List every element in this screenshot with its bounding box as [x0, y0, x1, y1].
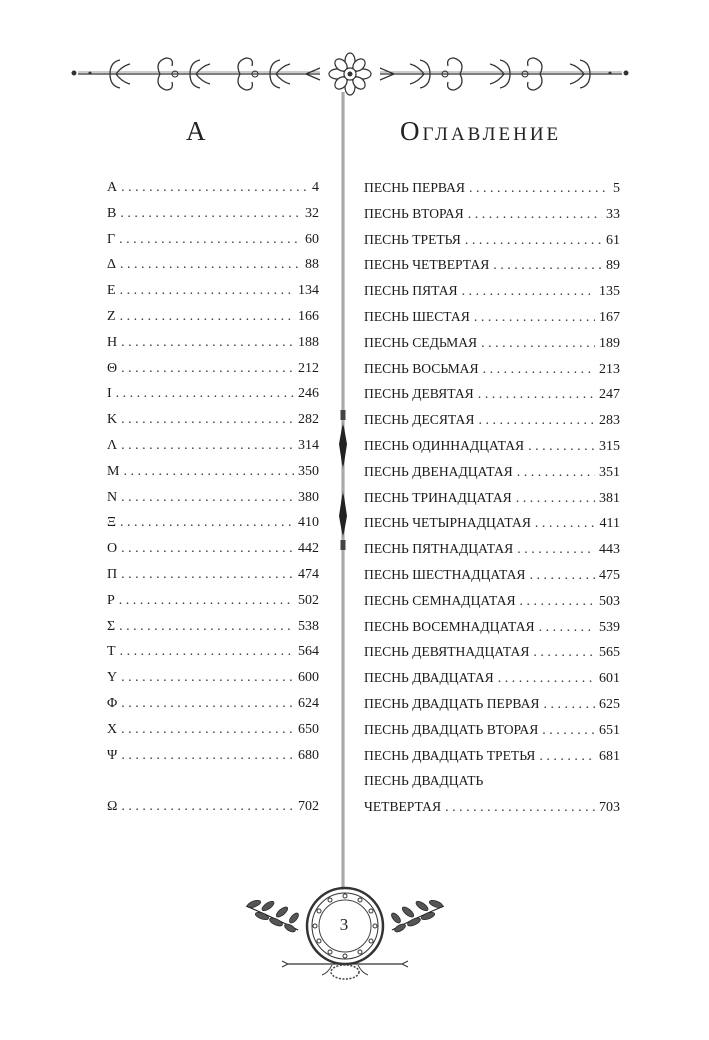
- toc-entry: [364, 485, 620, 511]
- toc-entry: [364, 794, 620, 820]
- toc-entry-label: ПЕСНЬ ПЯТНАДЦАТАЯ: [364, 541, 514, 557]
- dot-leader: [120, 252, 301, 278]
- toc-entry: [364, 562, 620, 588]
- toc-entry-label: Ξ: [107, 515, 117, 531]
- dot-leader: [468, 202, 602, 228]
- toc-entry-page: 443: [599, 542, 620, 558]
- spear-divider-icon: [338, 92, 348, 912]
- toc-entry-page: 410: [298, 515, 319, 531]
- toc-entry-label: ПЕСНЬ ДЕСЯТАЯ: [364, 412, 475, 428]
- toc-entry-label: ПЕСНЬ ШЕСТНАДЦАТАЯ: [364, 566, 526, 582]
- toc-entry-page: 167: [599, 309, 620, 325]
- dot-leader: [517, 460, 595, 486]
- dot-leader: [121, 665, 294, 691]
- dot-leader: [120, 639, 294, 665]
- toc-entry-label: ЧЕТВЕРТАЯ: [364, 799, 442, 815]
- toc-entry-page: 650: [298, 721, 319, 737]
- left-column-heading: А: [186, 116, 209, 146]
- dot-leader: [116, 381, 294, 407]
- toc-entry-page: 502: [298, 592, 319, 608]
- dot-leader: [121, 536, 294, 562]
- dot-leader: [123, 459, 294, 485]
- dot-leader: [121, 794, 294, 820]
- dot-leader: [121, 691, 294, 717]
- toc-entry-label: Θ: [107, 360, 118, 376]
- song-contents-list: [364, 175, 620, 820]
- toc-entry: [364, 381, 620, 407]
- toc-entry: [107, 614, 319, 640]
- toc-entry-page: 135: [599, 284, 620, 300]
- toc-entry: [107, 201, 319, 227]
- toc-entry-page: 601: [599, 671, 620, 687]
- dot-leader: [528, 434, 595, 460]
- toc-entry-label: ПЕСНЬ СЕДЬМАЯ: [364, 334, 478, 350]
- toc-entry: [364, 278, 620, 304]
- dot-leader: [121, 407, 294, 433]
- dot-leader: [478, 382, 595, 408]
- toc-entry: [107, 304, 319, 330]
- toc-entry: [107, 717, 319, 743]
- dot-leader: [542, 718, 595, 744]
- toc-entry-page: 61: [606, 232, 620, 248]
- toc-entry: [364, 639, 620, 665]
- toc-entry-page: 32: [305, 205, 319, 221]
- toc-entry-page: 539: [599, 619, 620, 635]
- toc-entry-label: ПЕСНЬ ДВАДЦАТЬ: [364, 773, 484, 789]
- toc-entry-label: ПЕСНЬ ШЕСТАЯ: [364, 308, 470, 324]
- dot-leader: [121, 330, 294, 356]
- toc-entry-page: 314: [298, 437, 319, 453]
- toc-entry: [107, 485, 319, 511]
- toc-entry: [364, 717, 620, 743]
- toc-entry-page: 624: [298, 695, 319, 711]
- dot-leader: [498, 666, 595, 692]
- toc-entry: [107, 252, 319, 278]
- toc-entry: [107, 691, 319, 717]
- toc-entry: [107, 175, 319, 201]
- toc-entry: [107, 407, 319, 433]
- toc-entry-page: 475: [599, 567, 620, 583]
- toc-entry: [364, 665, 620, 691]
- toc-entry: [364, 433, 620, 459]
- toc-entry: [107, 510, 319, 536]
- toc-entry: [364, 459, 620, 485]
- toc-entry-label: Ο: [107, 541, 118, 557]
- toc-entry-label: ПЕСНЬ ТРИНАДЦАТАЯ: [364, 489, 512, 505]
- dot-leader: [119, 614, 294, 640]
- dot-leader: [481, 331, 595, 357]
- toc-entry: [364, 407, 620, 433]
- toc-entry: [364, 536, 620, 562]
- toc-entry-page: 4: [312, 180, 319, 195]
- toc-entry-page: 247: [599, 387, 620, 403]
- toc-entry-label: ПЕСНЬ ДЕВЯТАЯ: [364, 386, 474, 402]
- dot-leader: [517, 537, 595, 563]
- toc-entry-page: 600: [298, 670, 319, 686]
- toc-entry: [107, 330, 319, 356]
- toc-entry: [364, 330, 620, 356]
- toc-spacer: [107, 768, 319, 794]
- dot-leader: [119, 588, 294, 614]
- toc-entry-page: 283: [599, 413, 620, 429]
- dot-leader: [120, 201, 301, 227]
- toc-entry: [364, 588, 620, 614]
- toc-entry-label: Φ: [107, 695, 118, 711]
- toc-entry: [107, 459, 319, 485]
- toc-entry-label: Ν: [107, 489, 118, 505]
- toc-entry: [107, 278, 319, 304]
- dot-leader: [539, 615, 595, 641]
- toc-entry-label: Κ: [107, 412, 118, 428]
- toc-entry-label: ПЕСНЬ ТРЕТЬЯ: [364, 231, 461, 247]
- toc-entry-label: Σ: [107, 618, 116, 634]
- toc-entry: [364, 304, 620, 330]
- toc-entry-page: 625: [599, 696, 620, 712]
- dot-leader: [121, 743, 294, 769]
- dot-leader: [120, 510, 294, 536]
- toc-entry-page: 60: [305, 231, 319, 247]
- dot-leader: [119, 227, 301, 253]
- dot-leader: [121, 356, 294, 382]
- toc-entry-label: ПЕСНЬ ДЕВЯТНАДЦАТАЯ: [364, 644, 530, 660]
- toc-entry-label: Η: [107, 334, 118, 350]
- toc-entry: [364, 227, 620, 253]
- page-number: 3: [339, 915, 349, 934]
- toc-entry: [107, 639, 319, 665]
- toc-entry-page: 381: [599, 490, 620, 506]
- toc-entry-page: 681: [599, 748, 620, 764]
- toc-entry-page: 680: [298, 747, 319, 763]
- table-of-contents-heading: Оглавление: [400, 116, 562, 146]
- toc-entry-label: ПЕСНЬ ВОСЕМНАДЦАТАЯ: [364, 618, 535, 634]
- toc-entry-page: 213: [599, 361, 620, 377]
- toc-entry: [107, 665, 319, 691]
- dot-leader: [120, 304, 294, 330]
- dot-leader: [465, 228, 602, 254]
- toc-entry-page: 442: [298, 541, 319, 557]
- toc-entry-label: Ω: [107, 799, 118, 815]
- toc-entry-label: Ι: [107, 386, 112, 402]
- dot-leader: [121, 433, 294, 459]
- toc-entry: [107, 536, 319, 562]
- toc-entry-label: Π: [107, 566, 118, 582]
- toc-entry-page: 350: [298, 463, 319, 479]
- dot-leader: [520, 589, 595, 615]
- toc-entry: [364, 201, 620, 227]
- toc-entry: [364, 691, 620, 717]
- dot-leader: [121, 717, 294, 743]
- dot-leader: [469, 176, 609, 202]
- toc-entry-page: 189: [599, 335, 620, 351]
- toc-entry-page: 538: [298, 618, 319, 634]
- dot-leader: [535, 511, 596, 537]
- toc-entry-label: ПЕСНЬ ДВЕНАДЦАТАЯ: [364, 463, 513, 479]
- toc-entry-label: ПЕСНЬ ДВАДЦАТЬ ВТОРАЯ: [364, 721, 539, 737]
- toc-entry: [107, 356, 319, 382]
- toc-entry-label: Δ: [107, 257, 117, 273]
- toc-entry-label: Α: [107, 180, 118, 195]
- toc-entry-page: 33: [606, 206, 620, 222]
- toc-entry-label: Ε: [107, 283, 116, 299]
- toc-entry-label: ПЕСНЬ ЧЕТВЕРТАЯ: [364, 257, 490, 273]
- toc-entry-label: ПЕСНЬ ОДИННАДЦАТАЯ: [364, 437, 525, 453]
- toc-entry: [364, 356, 620, 382]
- toc-entry-label: Τ: [107, 644, 116, 660]
- toc-entry-page: 246: [298, 386, 319, 402]
- toc-entry-page: 503: [599, 593, 620, 609]
- dot-leader: [539, 744, 595, 770]
- toc-entry-page: 134: [298, 283, 319, 299]
- toc-entry-label: ПЕСНЬ ВТОРАЯ: [364, 205, 464, 221]
- toc-entry-page: 212: [298, 360, 319, 376]
- dot-leader: [529, 563, 595, 589]
- toc-entry-label: Μ: [107, 463, 120, 479]
- toc-entry-page: 564: [298, 644, 319, 660]
- toc-entry-label: ПЕСНЬ ЧЕТЫРНАДЦАТАЯ: [364, 515, 531, 531]
- toc-entry-label: Λ: [107, 437, 118, 453]
- toc-entry-page: 565: [599, 645, 620, 661]
- toc-entry: [107, 381, 319, 407]
- greek-letter-index: [107, 175, 319, 820]
- toc-entry-page: 166: [298, 308, 319, 324]
- dot-leader: [533, 640, 595, 666]
- toc-entry-page: 5: [613, 181, 620, 196]
- toc-entry: [107, 562, 319, 588]
- toc-entry-label: Ρ: [107, 592, 115, 608]
- dot-leader: [544, 692, 595, 718]
- dot-leader: [493, 253, 602, 279]
- dot-leader: [462, 279, 595, 305]
- toc-entry-page: 702: [298, 799, 319, 815]
- toc-entry-label: ПЕСНЬ ПЯТАЯ: [364, 283, 458, 299]
- toc-entry-page: 88: [305, 257, 319, 273]
- toc-entry-label: Υ: [107, 670, 118, 686]
- toc-entry-label: Ζ: [107, 308, 116, 324]
- dot-leader: [121, 175, 308, 201]
- decorative-border-icon: [70, 48, 630, 100]
- toc-entry: [107, 227, 319, 253]
- dot-leader: [478, 408, 595, 434]
- toc-entry-label: ПЕСНЬ ДВАДЦАТАЯ: [364, 670, 494, 686]
- toc-entry-label: Χ: [107, 721, 118, 737]
- dot-leader: [474, 305, 595, 331]
- toc-entry-page: 282: [298, 412, 319, 428]
- toc-entry-page: 703: [599, 800, 620, 816]
- dot-leader: [483, 357, 595, 383]
- toc-entry-page: 651: [599, 722, 620, 738]
- dot-leader: [121, 485, 294, 511]
- toc-entry-label: Β: [107, 205, 117, 221]
- toc-entry-label: ПЕСНЬ ВОСЬМАЯ: [364, 360, 479, 376]
- dot-leader: [445, 795, 595, 821]
- toc-entry-page: 89: [606, 258, 620, 274]
- toc-entry: [107, 433, 319, 459]
- dot-leader: [120, 278, 294, 304]
- toc-entry: [364, 768, 620, 794]
- toc-entry: [364, 510, 620, 536]
- toc-entry-page: 315: [599, 438, 620, 454]
- toc-entry-label: ПЕСНЬ ДВАДЦАТЬ ТРЕТЬЯ: [364, 747, 536, 763]
- toc-entry-page: 411: [599, 516, 620, 532]
- toc-entry: [364, 175, 620, 201]
- toc-entry: [364, 252, 620, 278]
- toc-entry-label: ПЕСНЬ ДВАДЦАТЬ ПЕРВАЯ: [364, 695, 540, 711]
- toc-entry-label: ПЕСНЬ СЕМНАДЦАТАЯ: [364, 592, 516, 608]
- dot-leader: [516, 486, 595, 512]
- toc-entry: [364, 614, 620, 640]
- toc-entry: [107, 588, 319, 614]
- toc-entry-label: Ψ: [107, 747, 118, 763]
- toc-entry-page: 474: [298, 566, 319, 582]
- toc-entry-page: 380: [298, 489, 319, 505]
- toc-entry: [364, 743, 620, 769]
- toc-entry-label: ПЕСНЬ ПЕРВАЯ: [364, 180, 465, 195]
- dot-leader: [121, 562, 294, 588]
- toc-entry-label: Γ: [107, 231, 116, 247]
- toc-entry: [107, 794, 319, 820]
- toc-entry-page: 351: [599, 464, 620, 480]
- toc-entry-page: 188: [298, 334, 319, 350]
- toc-entry: [107, 743, 319, 769]
